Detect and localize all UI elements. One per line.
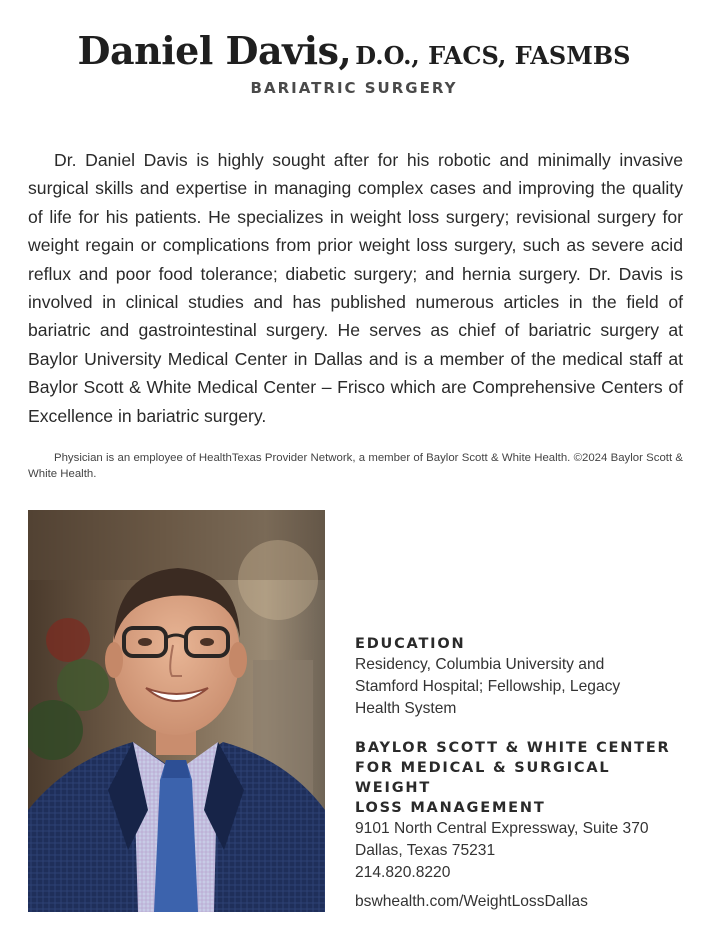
education-heading: EDUCATION (355, 636, 466, 652)
center-heading-line: LOSS MANAGEMENT (355, 800, 546, 816)
specialty: BARIATRIC SURGERY (250, 79, 458, 97)
disclaimer: Physician is an employee of HealthTexas Provider Network, a member of Baylor Scott & White Health. ©2024 Baylor Scott & White Health. (28, 452, 683, 480)
info-panel (355, 634, 685, 884)
doctor-credentials: D.O., FACS, FASMBS (355, 41, 631, 70)
header (0, 28, 708, 97)
center-address-line2: Dallas, Texas 75231 (355, 842, 496, 859)
doctor-name: Daniel Davis, (77, 28, 352, 73)
center-heading-line: FOR MEDICAL & SURGICAL WEIGHT (355, 760, 611, 796)
education-line: Health System (355, 700, 457, 717)
education-line: Residency, Columbia University and (355, 656, 605, 673)
bio-paragraph: Dr. Daniel Davis is highly sought after for his robotic and minimally invasive surgical skills and expertise in managing complex cases and improving the quality of life for his patients. He specializes in weight loss surgery; revisional surgery for weight regain or complications from prior weight loss surgery, such as severe acid reflux and poor food tolerance; diabetic surgery; and hernia surgery. Dr. Davis is involved in clinical studies and has published numerous articles in the field of bariatric and gastrointestinal surgery. He serves as chief of bariatric surgery at Baylor University Medical Center in Dallas and is a member of the medical staff at Baylor Scott & White Medical Center – Frisco which are Comprehensive Centers of Excellence in bariatric surgery. (28, 150, 683, 426)
website-link[interactable]: bswhealth.com/WeightLossDallas (355, 893, 588, 910)
center-heading-line: BAYLOR SCOTT & WHITE CENTER (355, 740, 671, 756)
center-phone: 214.820.8220 (355, 864, 451, 881)
center-address-line1: 9101 North Central Expressway, Suite 370 (355, 820, 649, 837)
doctor-portrait (28, 510, 325, 912)
doctor-name-line (0, 28, 708, 73)
education-line: Stamford Hospital; Fellowship, Legacy (355, 678, 621, 695)
